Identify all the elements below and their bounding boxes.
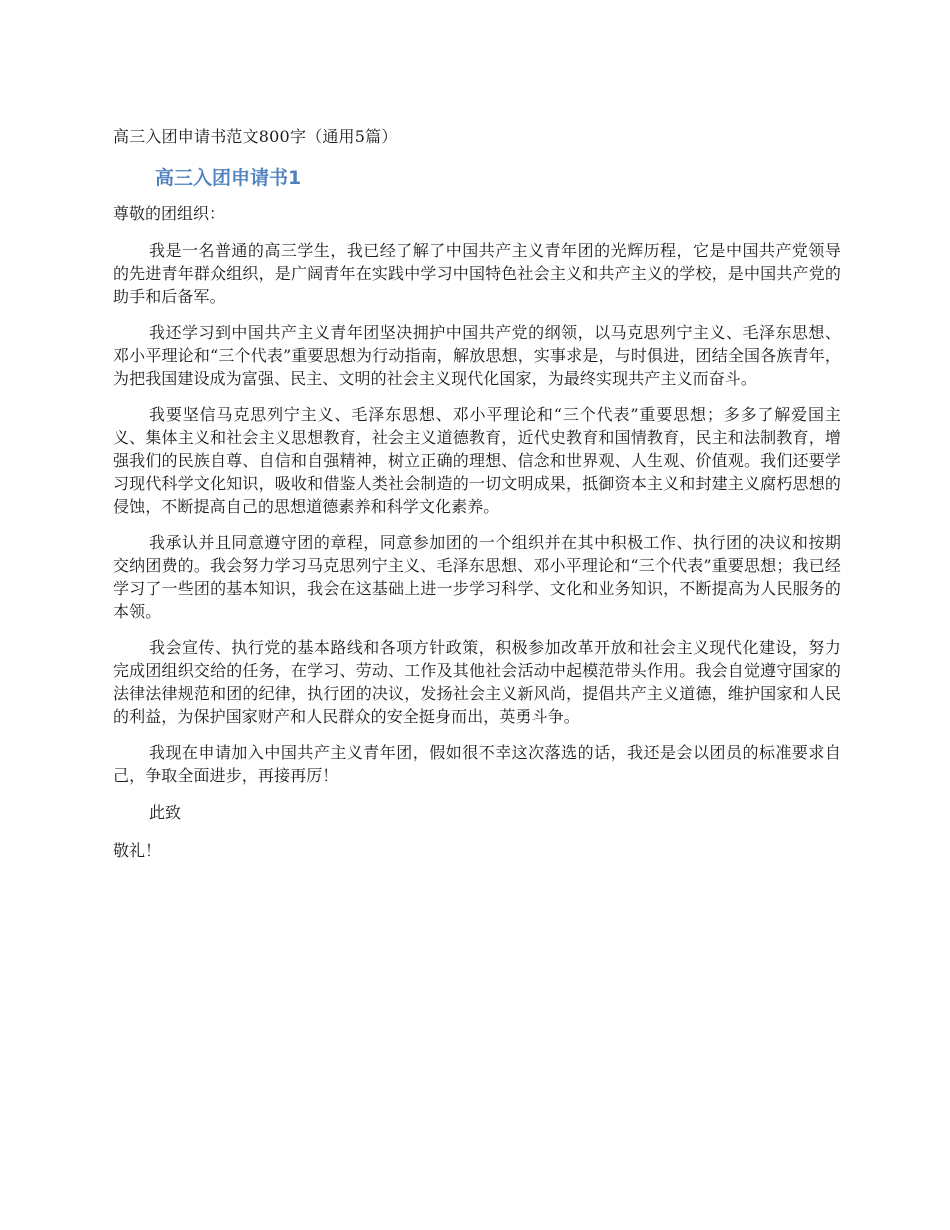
closing-line: 此致 (149, 803, 182, 822)
document-page (113, 124, 841, 863)
section-heading: 高三入团申请书1 (155, 167, 302, 189)
document-title: 高三入团申请书范文800字（通用5篇） (113, 127, 398, 146)
body-paragraph-3: 我要坚信马克思列宁主义、毛泽东思想、邓小平理论和“三个代表”重要思想；多多了解爱国主义、集体主义和社会主义思想教育，社会主义道德教育，近代史教育和国情教育，民主和法制教育，增强我们的民族自尊、自信和自强精神，树立正确的理想、信念和世界观、人生观、价值观。我们还要学习现代科学文化知识，吸收和借鉴人类社会制造的一切文明成果，抵御资本主义和封建主义腐朽思想的侵蚀，不断提高自己的思想道德素养和科学文化素养。 (113, 405, 841, 516)
body-paragraph-4: 我承认并且同意遵守团的章程，同意参加团的一个组织并在其中积极工作、执行团的决议和按期交纳团费的。我会努力学习马克思列宁主义、毛泽东思想、邓小平理论和“三个代表”重要思想；我已经学习了一些团的基本知识，我会在这基础上进一步学习科学、文化和业务知识，不断提高为人民服务的本领。 (113, 533, 841, 621)
salutation: 尊敬的团组织： (113, 204, 226, 223)
body-paragraph-2: 我还学习到中国共产主义青年团坚决拥护中国共产党的纲领，以马克思列宁主义、毛泽东思想、邓小平理论和“三个代表”重要思想为行动指南，解放思想，实事求是，与时俱进，团结全国各族青年，为把我国建设成为富强、民主、文明的社会主义现代化国家，为最终实现共产主义而奋斗。 (113, 323, 841, 388)
body-paragraph-6: 我现在申请加入中国共产主义青年团，假如很不幸这次落选的话，我还是会以团员的标准要求自己，争取全面进步，再接再厉！ (113, 743, 841, 785)
body-paragraph-5: 我会宣传、执行党的基本路线和各项方针政策，积极参加改革开放和社会主义现代化建设，努力完成团组织交给的任务，在学习、劳动、工作及其他社会活动中起模范带头作用。我会自觉遵守国家的法律法律规范和团的纪律，执行团的决议，发扬社会主义新风尚，提倡共产主义道德，维护国家和人民的利益，为保护国家财产和人民群众的安全挺身而出，英勇斗争。 (113, 638, 841, 726)
regards-line: 敬礼！ (113, 841, 162, 860)
body-paragraph-1: 我是一名普通的高三学生，我已经了解了中国共产主义青年团的光辉历程，它是中国共产党领导的先进青年群众组织，是广阔青年在实践中学习中国特色社会主义和共产主义的学校，是中国共产党的助手和后备军。 (113, 241, 841, 306)
